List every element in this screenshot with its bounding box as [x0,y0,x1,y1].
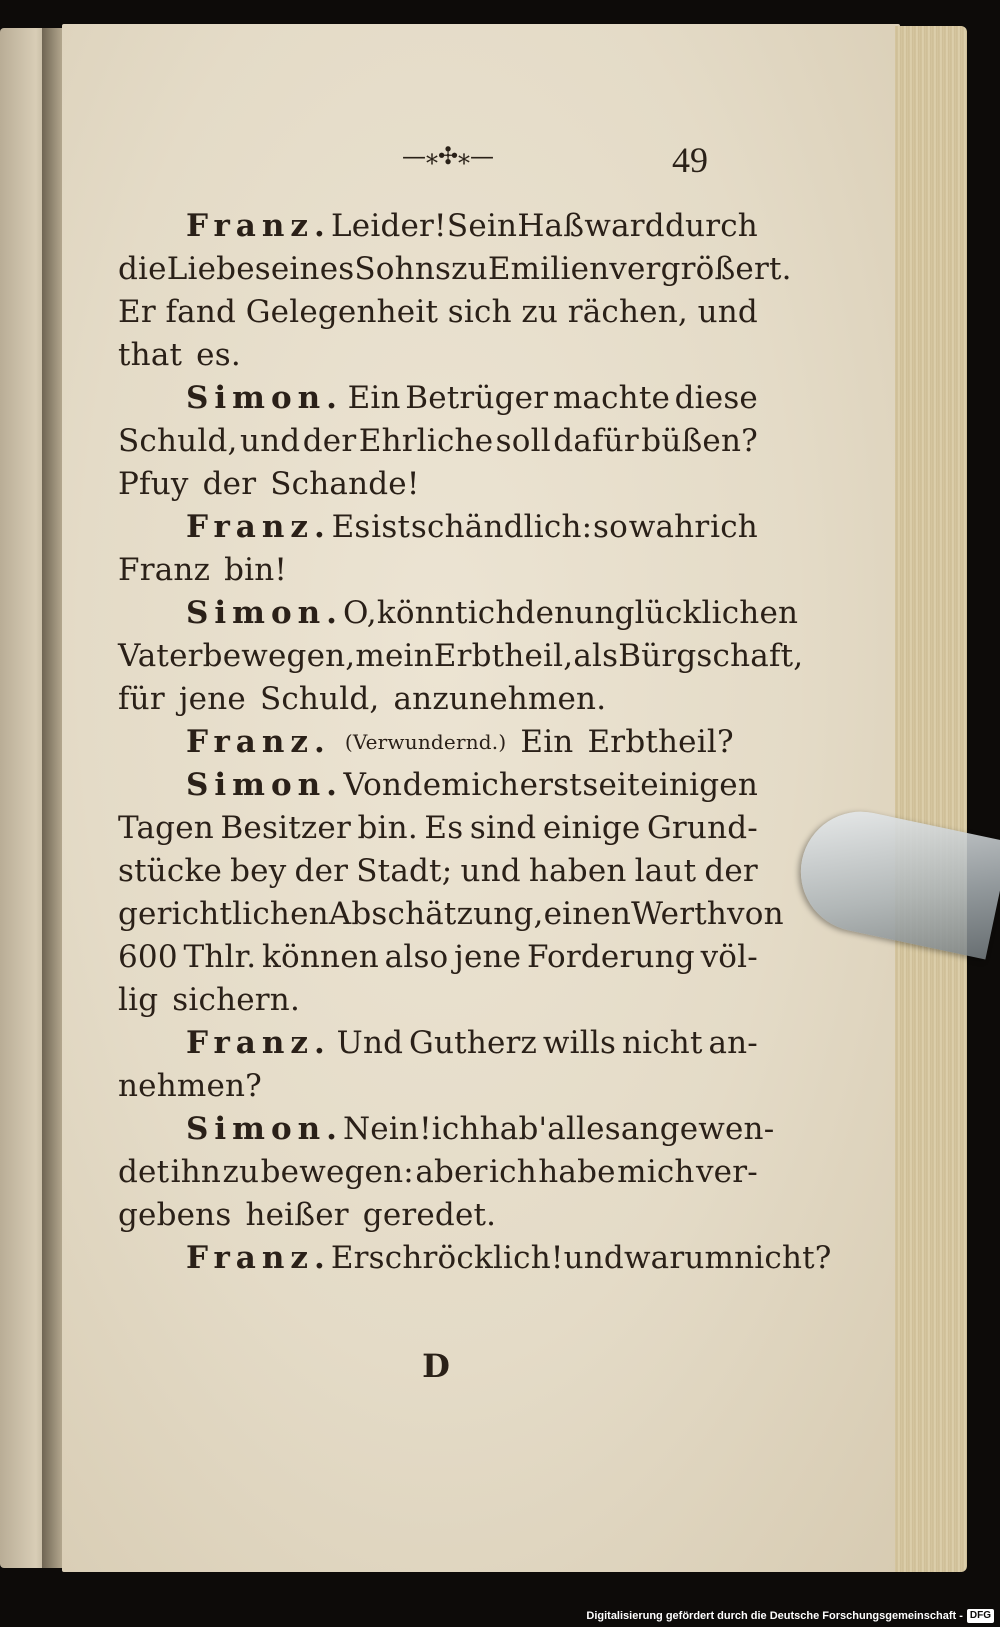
word: einen [543,896,632,932]
word: Sein [446,208,518,244]
word: hab' [479,1111,548,1147]
word: Forderung [526,939,695,975]
word: seit [582,767,640,803]
word: Schuld, [118,423,238,459]
word: der [302,423,357,459]
text-line [118,205,758,248]
word: lig [118,982,159,1018]
page-number: 49 [672,140,708,180]
word: Erschröcklich! [330,1240,564,1276]
word: ver- [695,1154,758,1190]
word: gebens [118,1197,232,1233]
word: durch [664,208,758,244]
word: nehmen? [118,1068,263,1104]
word: bewegen, [202,638,356,674]
funding-credit: Digitalisierung gefördert durch die Deutsche Forschungsgemeinschaft - [586,1610,963,1622]
speaker-name: Franz. [186,509,331,545]
word: Gelegenheit [245,294,439,330]
catchword: D [422,1347,450,1385]
word: zu [521,294,559,330]
text-line [118,764,758,807]
speaker-name: Simon. [186,767,343,803]
word: es. [196,337,241,373]
word: machte [552,380,671,416]
word: Emilien [487,251,610,287]
word: vergrößert. [609,251,792,287]
word: laut [634,853,697,889]
word: Vater [118,638,203,674]
word: Thlr. [183,939,257,975]
word: Besitzer [220,810,351,846]
word: können [262,939,379,975]
text-line [118,936,758,979]
text-line [118,678,758,721]
word: für [118,681,165,717]
dfg-logo: DFG [967,1609,994,1623]
word: warum [623,1240,735,1276]
word: Werth [631,896,728,932]
word: Grund- [646,810,758,846]
word: Abschätzung, [328,896,544,932]
word: wahr [628,509,710,545]
word: der [294,853,349,889]
text-line [118,549,758,592]
word: geredet. [362,1197,497,1233]
word: Es [424,810,464,846]
word: und [563,1240,624,1276]
word: einigen [640,767,758,803]
text-line [118,979,758,1022]
word: fand [165,294,237,330]
word: rächen, [567,294,688,330]
word: Es [331,509,371,545]
word: Sohns [354,251,452,287]
word: nicht? [734,1240,832,1276]
word: 600 [118,939,178,975]
text-line [118,1022,758,1065]
text-line [118,506,758,549]
text-line [118,291,758,334]
speaker-name: Simon. [186,595,343,631]
word: anzunehmen. [393,681,607,717]
word: habe [538,1154,616,1190]
speaker-name: Franz. [186,1240,331,1276]
word: stücke [118,853,223,889]
word: und [697,294,758,330]
word: der [704,853,758,889]
word: ist [371,509,411,545]
word: diese [674,380,758,416]
word: heißer [245,1197,349,1233]
word: Haß [517,208,585,244]
word: und [460,853,521,889]
word: ich [489,1154,537,1190]
word: Gutherz [409,1025,538,1061]
word: den [515,595,575,631]
text-line [118,807,758,850]
word: sich [447,294,512,330]
word: von [727,896,784,932]
word: also [384,939,449,975]
word: Betrüger [405,380,549,416]
word: an- [708,1025,758,1061]
word: Tagen [118,810,214,846]
stage-direction: (Verwundernd.) [344,730,507,754]
word: bey [230,853,287,889]
word: gerichtlichen [118,896,329,932]
text-line [118,1237,832,1280]
word: Stadt; [356,853,453,889]
word: Und [336,1025,404,1061]
text-line [118,1151,758,1194]
word: seines [254,251,355,287]
word: Liebe [166,251,255,287]
text-line [118,893,784,936]
word: zu [451,251,488,287]
text-line [118,592,799,635]
word: alles [547,1111,621,1147]
text-line [118,1194,758,1237]
word: Schuld, [259,681,380,717]
word: sichern. [172,982,301,1018]
word: schändlich: [410,509,593,545]
scan-footer [586,1608,994,1624]
page-text [118,205,832,1280]
page-block-edges [895,26,967,1572]
word: ward [584,208,665,244]
word: Ein [347,380,401,416]
word: ihn [170,1154,222,1190]
text-line [118,1108,775,1151]
word: der [202,466,257,502]
word: Er [118,294,156,330]
word: ich [471,767,520,803]
header-ornament: —⁎✣⁎— [401,142,495,170]
word: bin. [357,810,418,846]
text-line [118,334,758,377]
word: dem [402,767,471,803]
speaker-name: Simon. [186,380,343,416]
word: jene [178,681,246,717]
word: so [593,509,628,545]
text-line [118,850,758,893]
word: als [573,638,619,674]
word: Bürgschaft, [618,638,804,674]
word: bin! [224,552,288,588]
word: dafür [553,423,639,459]
word: völ- [700,939,758,975]
text-line [118,463,758,506]
word: mein [355,638,434,674]
word: Ehrliche [358,423,494,459]
text-line [118,420,758,463]
word: angewen- [620,1111,775,1147]
speaker-name: Franz. [186,1025,331,1061]
text-line [118,248,792,291]
word: zu [222,1154,260,1190]
word: unglücklichen [574,595,799,631]
word: die [118,251,167,287]
word: Leider! [331,208,447,244]
word: Pfuy [118,466,189,502]
word: ich [431,1111,480,1147]
word: einige [542,810,641,846]
word: bewegen: [260,1154,414,1190]
word: soll [495,423,551,459]
word: Franz [118,552,211,588]
word: mich [617,1154,695,1190]
speaker-name: Simon. [186,1111,343,1147]
word: Von [343,767,403,803]
word: det [118,1154,170,1190]
word: sind [469,810,537,846]
word: ich [710,509,758,545]
speaker-name: Franz. [186,724,331,760]
word: aber [415,1154,488,1190]
word: ich [467,595,516,631]
word: Nein! [342,1111,432,1147]
word: Erbtheil, [433,638,574,674]
text-line [118,721,758,764]
word: Schande! [270,466,420,502]
word: that [118,337,183,373]
word: O, [342,595,377,631]
word: nicht [621,1025,703,1061]
word: könnt [376,595,468,631]
text-line [118,635,804,678]
word: haben [528,853,627,889]
word: büßen? [641,423,758,459]
word: erst [519,767,582,803]
text-line [118,377,758,420]
word: Erbtheil? [587,724,734,760]
speaker-name: Franz. [186,208,331,244]
word: jene [454,939,522,975]
text-line [118,1065,758,1108]
word: und [239,423,301,459]
word: wills [542,1025,617,1061]
word: Ein [520,724,574,760]
